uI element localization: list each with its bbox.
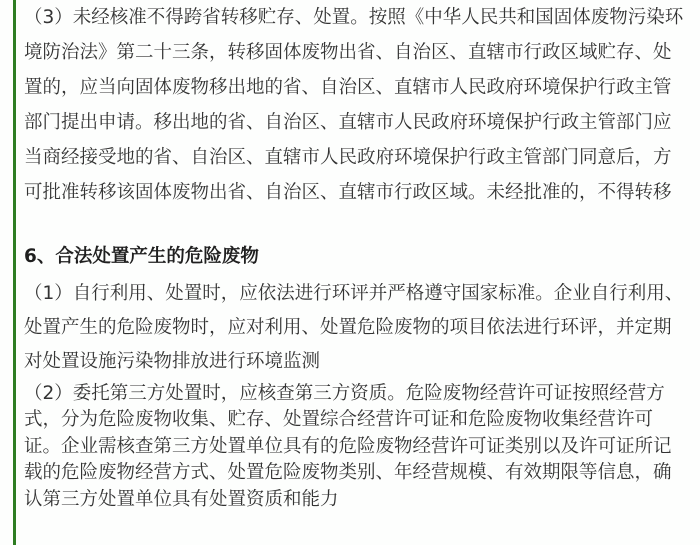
section-heading-6: 6、合法处置产生的危险废物: [24, 246, 259, 267]
paragraph-line: （2）委托第三方处置时，应核查第三方资质。危险废物经营许可证按照经营方: [24, 383, 665, 404]
paragraph-line: 置的，应当向固体废物移出地的省、自治区、直辖市人民政府环境保护行政主管: [24, 77, 672, 98]
paragraph-line: 部门提出申请。移出地的省、自治区、直辖市人民政府环境保护行政主管部门应: [24, 112, 672, 133]
left-accent-line: [13, 0, 16, 545]
paragraph-line: 式，分为危险废物收集、贮存、处置综合经营许可证和危险废物收集经营许可: [24, 409, 654, 431]
paragraph-line: 当商经接受地的省、自治区、直辖市人民政府环境保护行政主管部门同意后，方: [24, 147, 672, 168]
paragraph-transfer-approval: [24, 0, 688, 210]
paragraph-line: 证。企业需核查第三方处置单位具有的危险废物经营许可证类别以及许可证所记: [24, 435, 672, 457]
paragraph-line: （3）未经核准不得跨省转移贮存、处置。按照《中华人民共和国固体废物污染环: [24, 7, 684, 28]
paragraph-line: 载的危险废物经营方式、处置危险废物类别、年经营规模、有效期限等信息，确: [24, 462, 672, 484]
paragraph-line: 可批准转移该固体废物出省、自治区、直辖市行政区域。未经批准的，不得转移: [24, 182, 672, 203]
paragraph-line: 处置产生的危险废物时，应对利用、处置危险废物的项目依法进行环评，并定期: [24, 317, 672, 338]
paragraph-line: 境防治法》第二十三条，转移固体废物出省、自治区、直辖市行政区域贮存、处: [24, 42, 672, 63]
paragraph-self-disposal: [24, 277, 688, 379]
paragraph-third-party-disposal: [24, 381, 688, 513]
paragraph-line: 认第三方处置单位具有处置资质和能力: [24, 488, 339, 510]
paragraph-line: （1）自行利用、处置时，应依法进行环评并严格遵守国家标准。企业自行利用、: [24, 283, 684, 304]
paragraph-line: 对处置设施污染物排放进行环境监测: [24, 351, 321, 372]
